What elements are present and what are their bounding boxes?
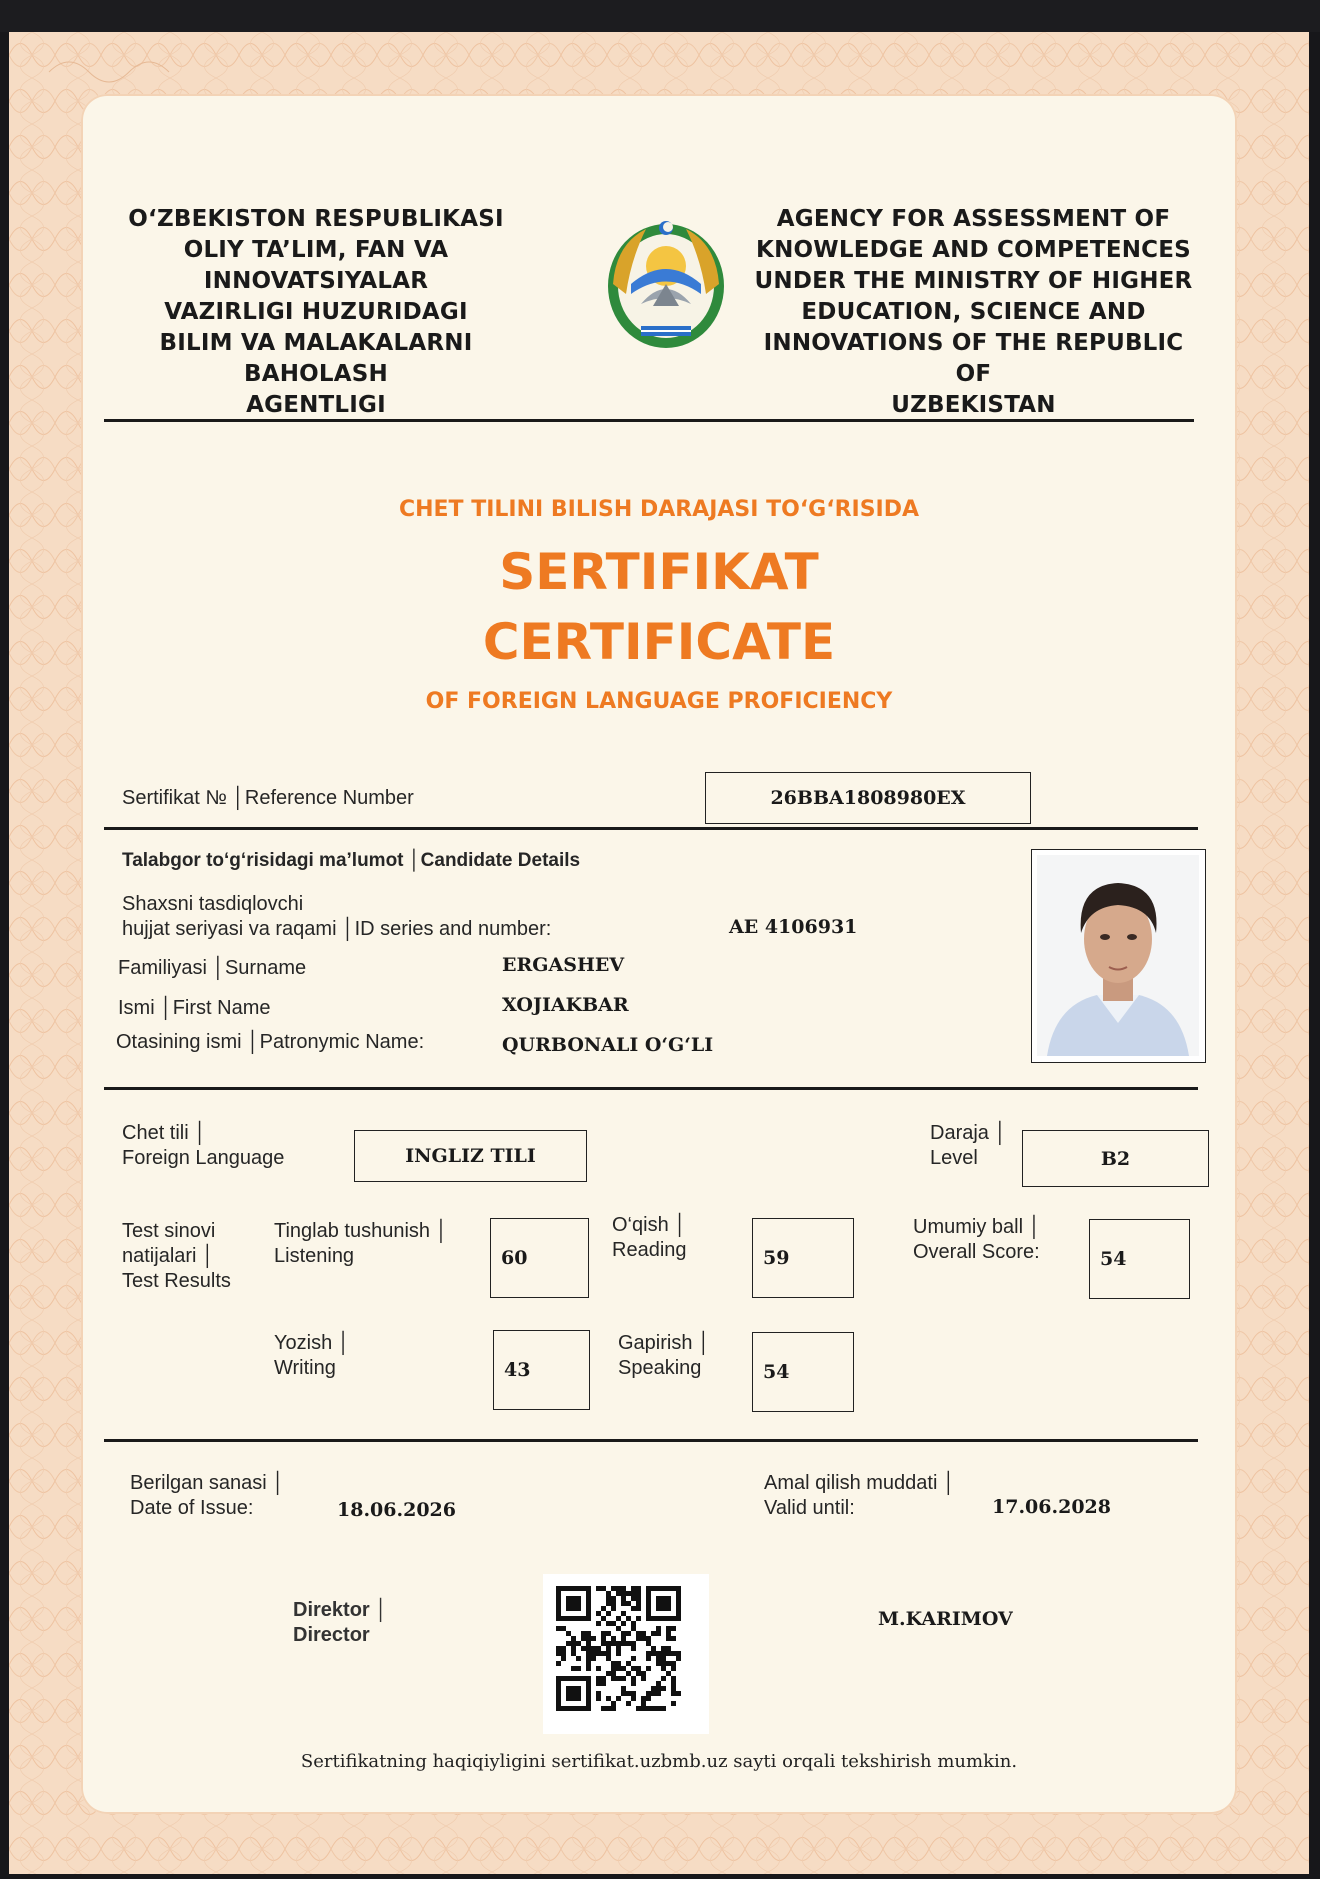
reference-number-box bbox=[705, 772, 1031, 824]
listening-score: 60 bbox=[501, 1247, 528, 1269]
id-value: AE 4106931 bbox=[729, 916, 858, 938]
level-value: B2 bbox=[1100, 1147, 1131, 1170]
surname-label: Familiyasi │Surname bbox=[118, 957, 307, 979]
director-label: Direktor │ Director bbox=[293, 1599, 388, 1646]
agency-uz-line-2: OLIY TA’LIM, FAN VA INNOVATSIYALAR bbox=[183, 237, 449, 294]
language-box bbox=[354, 1130, 587, 1182]
state-emblem-icon bbox=[601, 214, 731, 354]
reference-divider bbox=[104, 827, 1198, 830]
certificate-sheet bbox=[9, 32, 1309, 1874]
photo-frame bbox=[1031, 849, 1206, 1063]
listening-label: Tinglab tushunish │ Listening bbox=[274, 1220, 449, 1267]
agency-en-line-3: UNDER THE MINISTRY OF HIGHER bbox=[754, 268, 1193, 294]
title-sertifikat: SERTIFIKAT bbox=[499, 543, 819, 601]
title-post: OF FOREIGN LANGUAGE PROFICIENCY bbox=[425, 689, 893, 714]
qr-frame bbox=[543, 1574, 709, 1734]
issue-date-label: Berilgan sanasi │ Date of Issue: bbox=[130, 1472, 285, 1519]
speaking-box bbox=[752, 1332, 854, 1412]
id-label: Shaxsni tasdiqlovchi hujjat seriyasi va raqami │ID series and number: bbox=[122, 893, 552, 940]
speaking-score: 54 bbox=[763, 1361, 790, 1383]
title-certificate: CERTIFICATE bbox=[482, 613, 836, 671]
level-box bbox=[1022, 1130, 1209, 1187]
level-label: Daraja │ Level bbox=[930, 1122, 1007, 1169]
results-divider bbox=[104, 1439, 1198, 1442]
agency-en-line-5: INNOVATIONS OF THE REPUBLIC OF bbox=[763, 330, 1184, 387]
header-divider bbox=[104, 419, 1194, 422]
candidate-heading: Talabgor to‘g‘risidagi ma’lumot │Candidate Details bbox=[122, 850, 581, 871]
surname-value: ERGASHEV bbox=[502, 954, 625, 976]
writing-box bbox=[493, 1330, 590, 1410]
director-name: M.KARIMOV bbox=[878, 1608, 1013, 1630]
agency-en-line-2: KNOWLEDGE AND COMPETENCES bbox=[756, 237, 1191, 263]
language-label: Chet tili │ Foreign Language bbox=[122, 1122, 285, 1169]
verification-note: Sertifikatning haqiqiyligini sertifikat.uzbmb.uz sayti orqali tekshirish mumkin. bbox=[300, 1751, 1018, 1772]
viewer-top-bar bbox=[0, 0, 1320, 32]
language-value: INGLIZ TILI bbox=[405, 1145, 536, 1167]
title-pre: CHET TILINI BILISH DARAJASI TO‘G‘RISIDA bbox=[398, 497, 920, 522]
agency-name-uz bbox=[86, 204, 546, 421]
first-name-label: Ismi │First Name bbox=[118, 997, 271, 1019]
candidate-photo-icon bbox=[1037, 855, 1199, 1056]
reading-score: 59 bbox=[763, 1247, 790, 1269]
overall-box bbox=[1089, 1219, 1190, 1299]
reference-number: 26BBA1808980EX bbox=[770, 787, 966, 809]
agency-name-en bbox=[746, 204, 1201, 421]
valid-until-label: Amal qilish muddati │ Valid until: bbox=[764, 1472, 956, 1519]
reading-label: O‘qish │ Reading bbox=[612, 1214, 687, 1261]
reference-label: Sertifikat № │Reference Number bbox=[122, 787, 414, 809]
candidate-divider bbox=[104, 1087, 1198, 1090]
results-label: Test sinovi natijalari │ Test Results bbox=[122, 1220, 231, 1292]
agency-en-line-6: UZBEKISTAN bbox=[891, 392, 1056, 418]
agency-en-line-4: EDUCATION, SCIENCE AND bbox=[801, 299, 1146, 325]
agency-uz-line-3: VAZIRLIGI HUZURIDAGI bbox=[164, 299, 468, 325]
agency-uz-line-4: BILIM VA MALAKALARNI BAHOLASH bbox=[159, 330, 473, 387]
valid-until-value: 17.06.2028 bbox=[992, 1496, 1111, 1518]
overall-score: 54 bbox=[1100, 1248, 1127, 1270]
reading-box bbox=[752, 1218, 854, 1298]
first-name-value: XOJIAKBAR bbox=[502, 994, 629, 1016]
patronymic-label: Otasining ismi │Patronymic Name: bbox=[116, 1031, 425, 1053]
agency-en-line-1: AGENCY FOR ASSESSMENT OF bbox=[776, 206, 1171, 232]
writing-label: Yozish │ Writing bbox=[274, 1332, 351, 1379]
qr-code-icon bbox=[543, 1574, 709, 1734]
speaking-label: Gapirish │ Speaking bbox=[618, 1332, 711, 1379]
listening-box bbox=[490, 1218, 589, 1298]
patronymic-value: QURBONALI O‘G‘LI bbox=[502, 1034, 714, 1056]
agency-uz-line-5: AGENTLIGI bbox=[246, 392, 386, 418]
agency-uz-line-1: O‘ZBEKISTON RESPUBLIKASI bbox=[128, 206, 504, 232]
certificate-body bbox=[81, 94, 1237, 1814]
writing-score: 43 bbox=[504, 1359, 531, 1381]
overall-label: Umumiy ball │ Overall Score: bbox=[913, 1216, 1042, 1263]
issue-date-value: 18.06.2026 bbox=[337, 1499, 456, 1521]
